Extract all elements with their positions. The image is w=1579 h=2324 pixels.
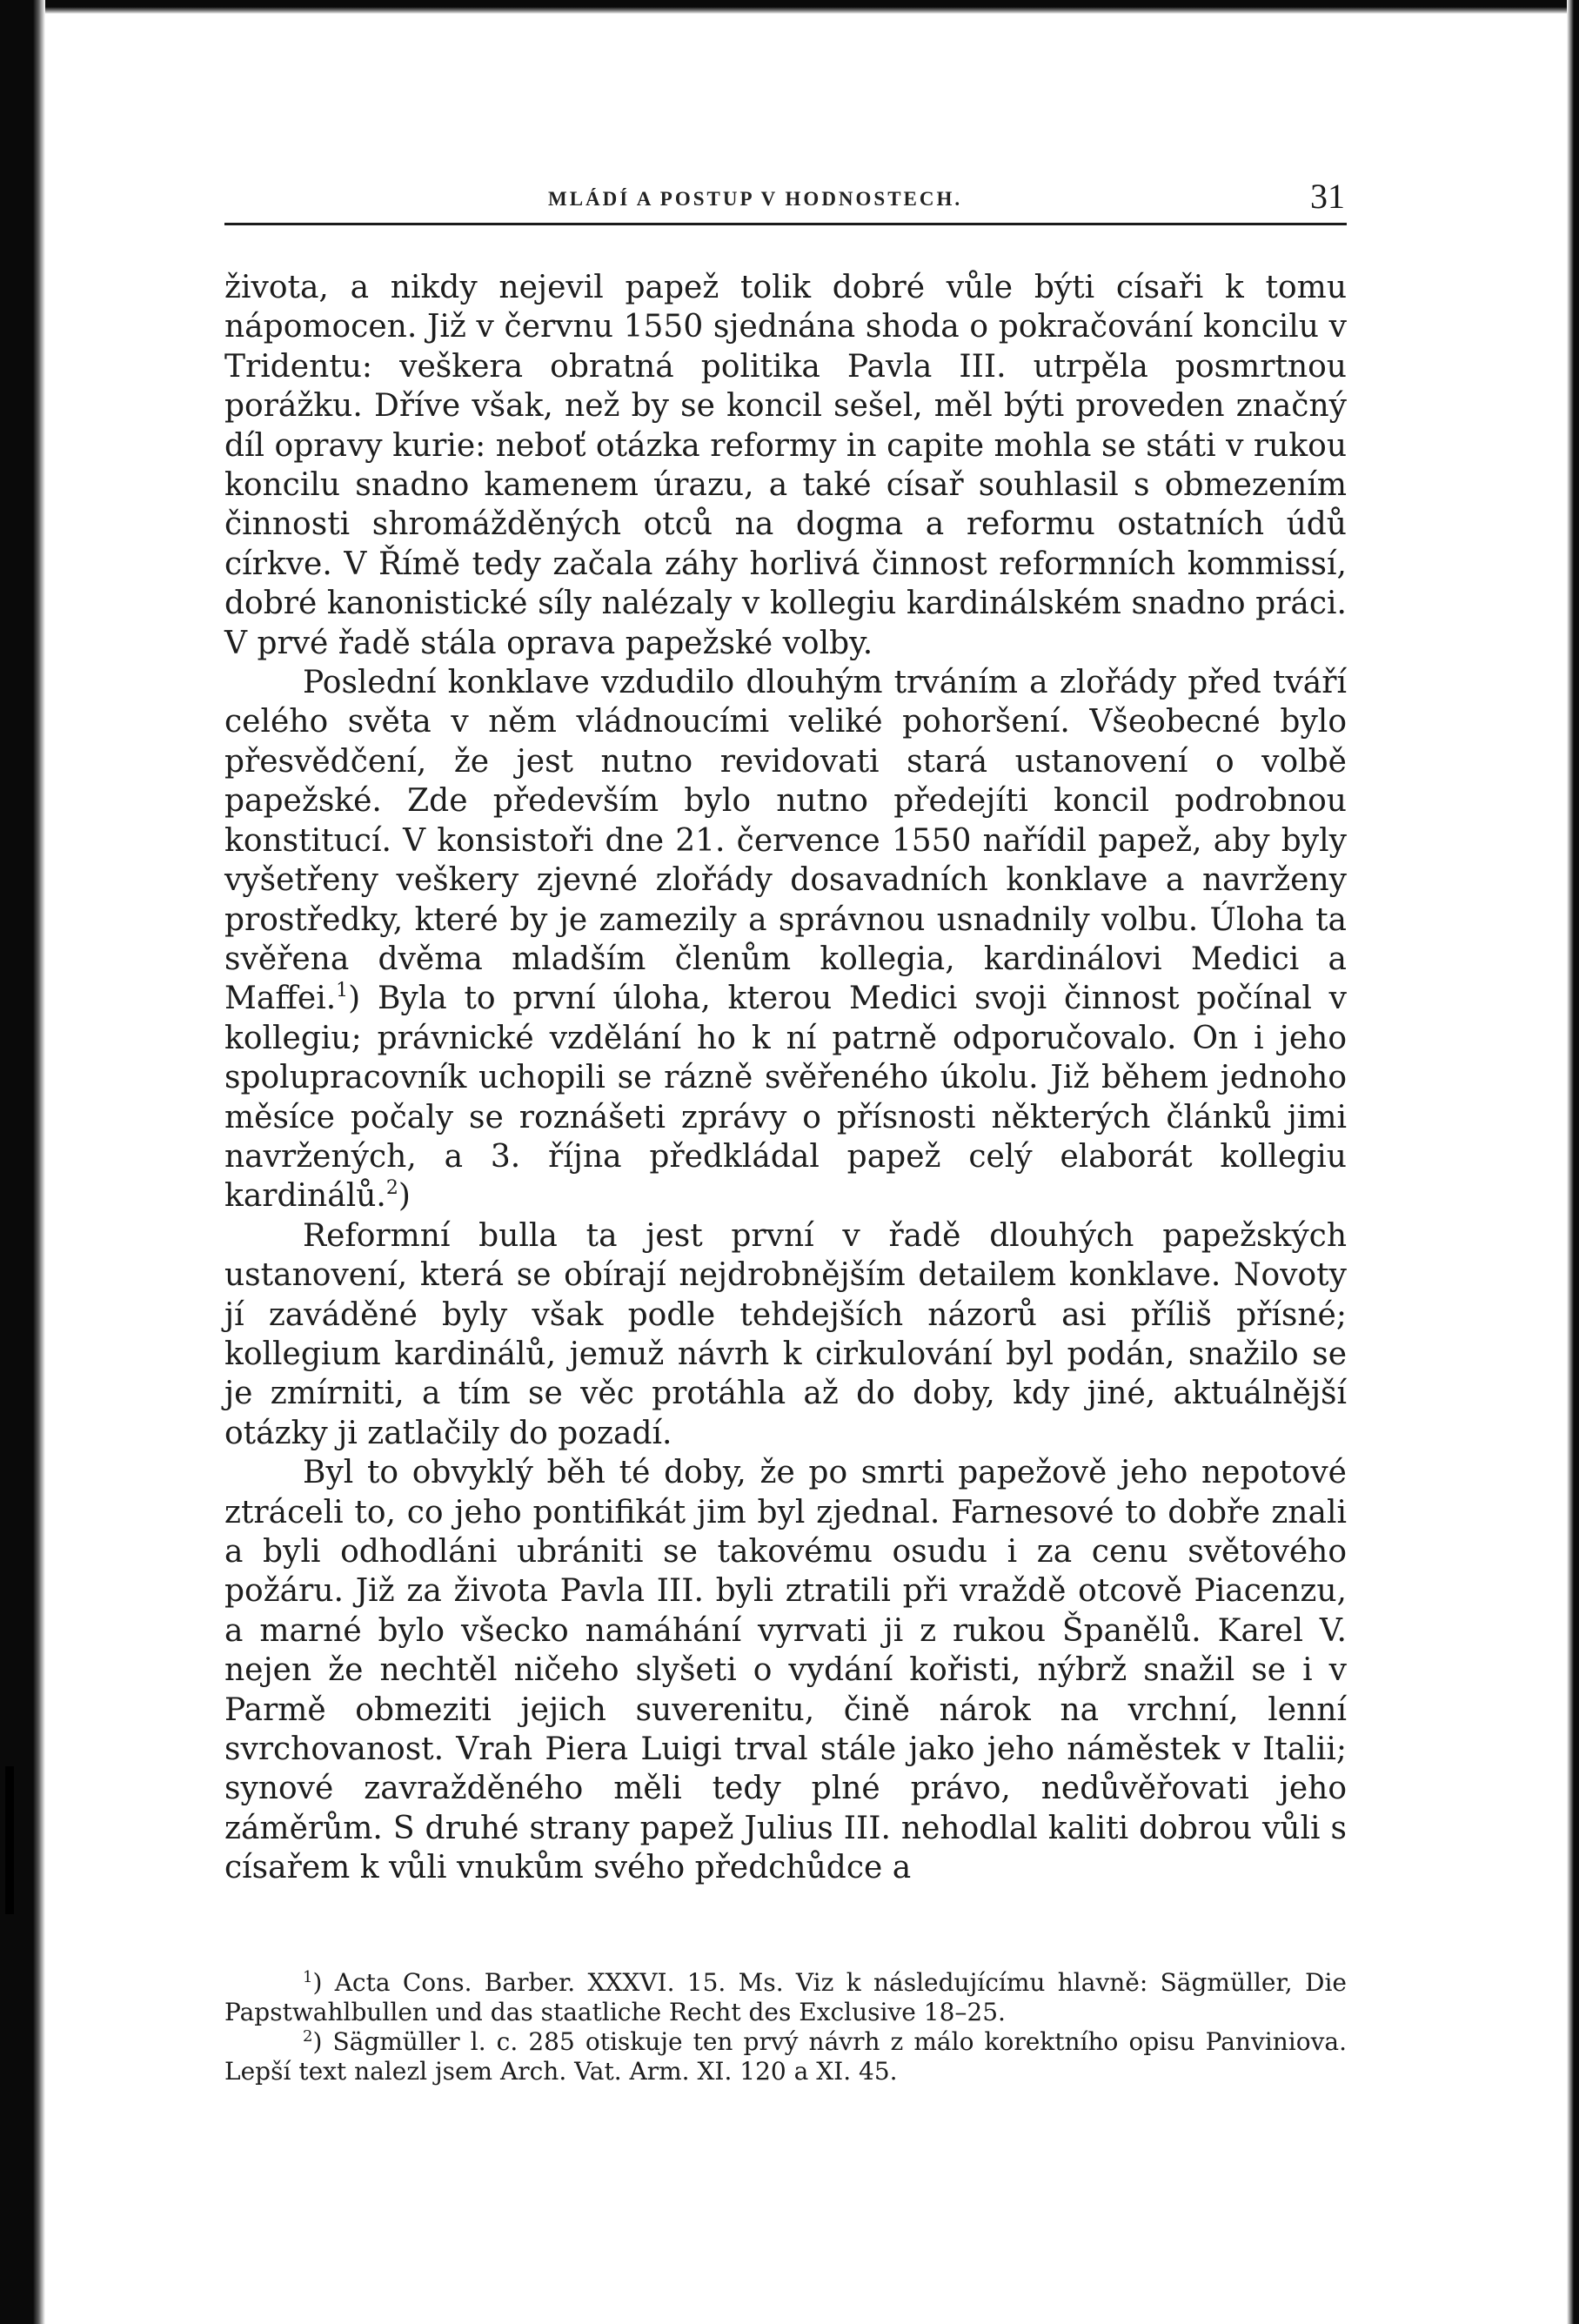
footnote-1 (224, 1968, 1347, 2027)
footnote-text: ) Sägmüller l. c. 285 otiskuje ten prvý návrh z málo korektního opisu Panviniova. Lepší text nalezl jsem Arch. Vat. Arm. XI. 120 a XI. 45. (224, 2027, 1347, 2086)
scan-edge-left (0, 0, 45, 2324)
binding-mark (5, 1766, 14, 1914)
paragraph-text: ) Byla to první úloha, kterou Medici svoji činnost počínal v kollegiu; právnické vzdělání ho k ní patrně odporučovalo. On i jeho spolupracovník uchopili se rázně svěřeného úkolu. Již během jednoho měsíce počaly se roznášeti zprávy o přísnosti některých článků jimi navržených, a 3. října předkládal papež celý elaborát kollegiu kardinálů. (224, 981, 1347, 1215)
page-number: 31 (1310, 177, 1345, 216)
paragraph-text: Poslední konklave vzdudilo dlouhým trváním a zlořády před tváří celého světa v něm vládnoucími veliké pohoršení. Všeobecné bylo přesvědčení, že jest nutno revidovati stará ustanovení o volbě papežské. Zde především bylo nutno předejíti koncil podrobnou konstitucí. V konsistoři dne 21. července 1550 nařídil papež, aby byly vyšetřeny veškery zjevné zlořády dosavadních konklave a navrženy prostředky, které by je zamezily a správnou usnadnily volbu. Úloha ta svěřena dvěma mladším členům kollegia, kardinálovi Medici a Maffei. (224, 665, 1347, 1017)
scan-edge-top (0, 0, 1579, 14)
paragraph-text: Byl to obvyklý běh té doby, že po smrti papežově jeho nepotové ztráceli to, co jeho pontifikát jim byl zjednal. Farnesové to dobře znali a byli odhodláni ubrániti se takovému osudu i za cenu světového požáru. Již za života Pavla III. byli ztratili při vraždě otcově Piacenzu, a marné bylo všecko namáhání vyrvati ji z rukou Španělů. Karel V. nejen že nechtěl ničeho slyšeti o vydání kořisti, nýbrž snažil se i v Parmě obmeziti jejich suverenitu, čině nárok na vrchní, lenní svrchovanost. Vrah Piera Luigi trval stále jako jeho náměstek v Italii; synové zavražděného měli tedy plné právo, nedůvěřovati jeho záměrům. S druhé strany papež Julius III. nehodlal kaliti dobrou vůli s císařem k vůli vnukům svého předchůdce a (224, 1455, 1347, 1886)
paragraph-4 (224, 1453, 1347, 1887)
footnote-2 (224, 2027, 1347, 2086)
footnote-ref-2: 2 (385, 1177, 398, 1200)
running-head: MLÁDÍ A POSTUP V HODNOSTECH. (548, 188, 963, 210)
footnote-text: ) Acta Cons. Barber. XXXVI. 15. Ms. Viz k následujícímu hlavně: Sägmüller, Die Papstwahlbullen und das staatliche Recht des Exclusive 18–25. (224, 1968, 1347, 2026)
paragraph-text: ) (398, 1178, 411, 1215)
paragraph-3 (224, 1216, 1347, 1453)
footnote-mark: 1 (303, 1968, 313, 1986)
paragraph-1 (224, 268, 1347, 663)
footnotes (224, 1968, 1347, 2086)
page-header (224, 171, 1347, 225)
footnote-ref-1: 1 (336, 980, 349, 1002)
paragraph-2 (224, 663, 1347, 1216)
main-text (224, 268, 1347, 1888)
footnote-mark: 2 (303, 2027, 313, 2046)
paragraph-text: Reformní bulla ta jest první v řadě dlouhých papežských ustanovení, která se obírají nejdrobnějším detailem konklave. Novoty jí zaváděné byly však podle tehdejších názorů asi příliš přísné; kollegium kardinálů, jemuž návrh k cirkulování byl podán, snažilo se je zmírniti, a tím se věc protáhla až do doby, kdy jiné, aktuálnější otázky ji zatlačily do pozadí. (224, 1217, 1347, 1451)
paragraph-text: života, a nikdy nejevil papež tolik dobré vůle býti císaři k tomu nápomocen. Již v červnu 1550 sjednána shoda o pokračování koncilu v Tridentu: veškera obratná politika Pavla III. utrpěla posmrtnou porážku. Dříve však, než by se koncil sešel, měl býti proveden značný díl opravy kurie: neboť otázka reformy in capite mohla se státi v rukou koncilu snadno kamenem úrazu, a také císař souhlasil s obmezením činnosti shromážděných otců na dogma a reformu ostatních údů církve. V Římě tedy začala záhy horlivá činnost reformních kommissí, dobré kanonistické síly nalézaly v kollegiu kardinálském snadno práci. V prvé řadě stála oprava papežské volby. (224, 270, 1347, 661)
scan-edge-right (1567, 0, 1579, 2324)
